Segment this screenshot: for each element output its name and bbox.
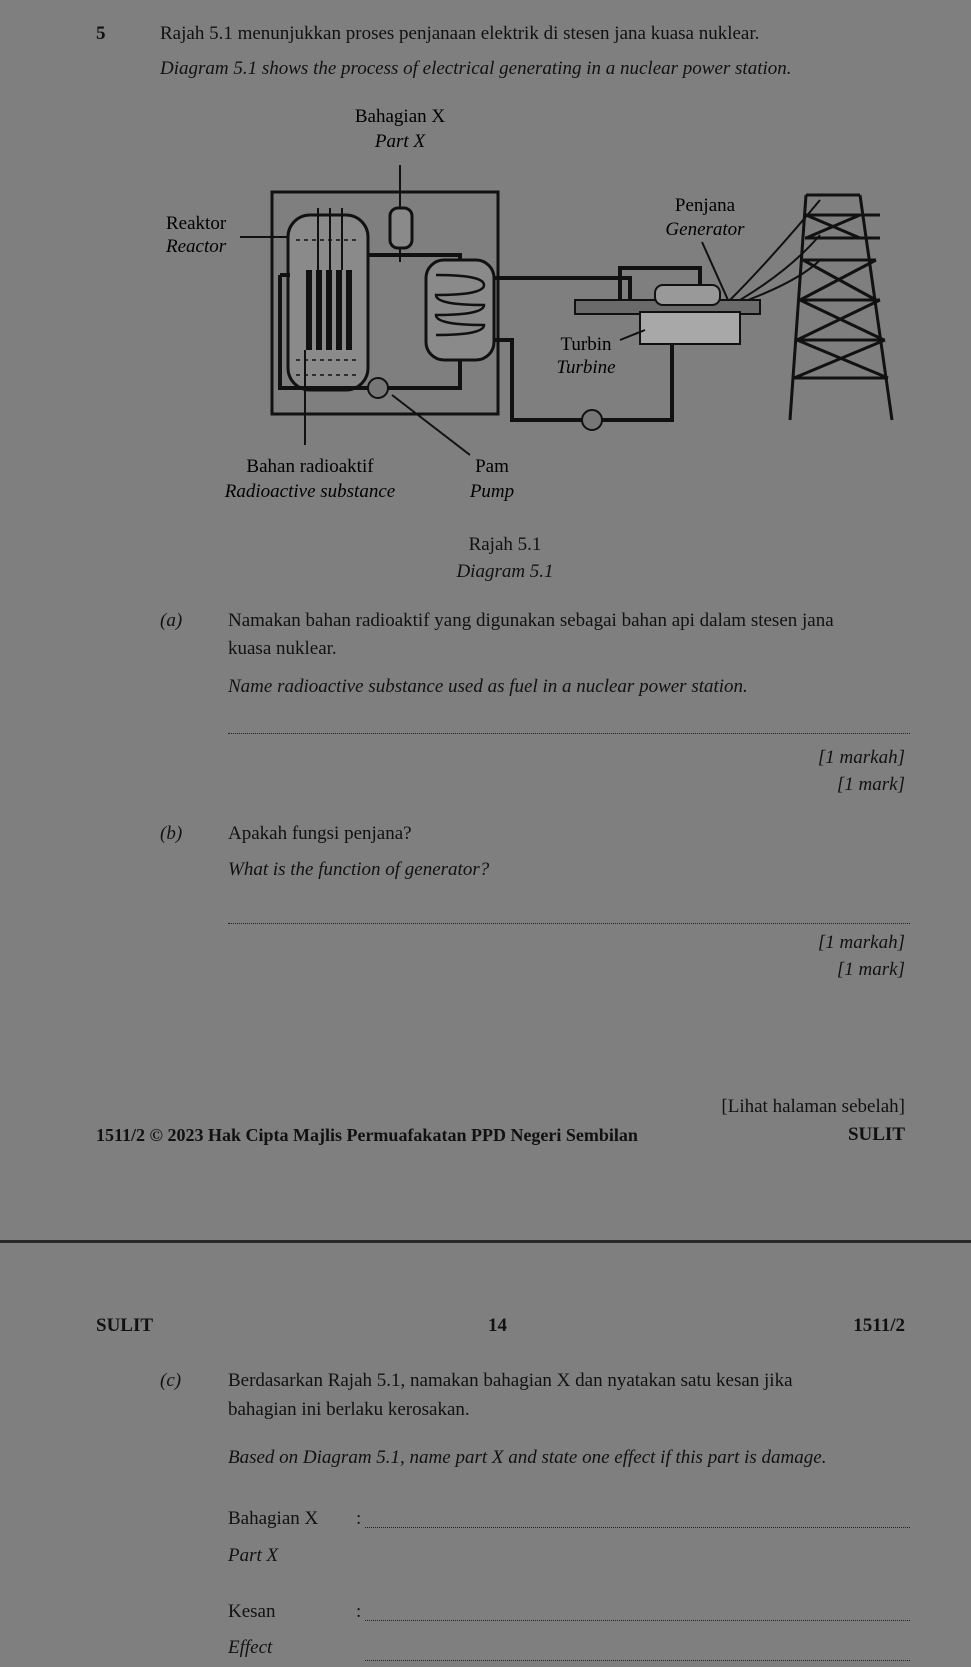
- reactor-label-en: Reactor: [166, 236, 227, 257]
- nuclear-plant-diagram: [150, 95, 910, 515]
- qb-mark-ms: [1 markah]: [817, 932, 905, 953]
- qa-label: (a): [160, 610, 183, 631]
- qc-effect-answer-line-2[interactable]: [365, 1660, 910, 1661]
- question-number: 5: [96, 23, 106, 44]
- sulit-footer: SULIT: [847, 1124, 905, 1145]
- qb-answer-line[interactable]: [228, 923, 910, 924]
- qb-malay: Apakah fungsi penjana?: [228, 823, 412, 844]
- diagram-caption-en: Diagram 5.1: [456, 561, 554, 582]
- qc-effect-label-en: Effect: [228, 1637, 273, 1658]
- paper-code: 1511/2: [853, 1315, 905, 1336]
- turbine-label-en: Turbine: [556, 357, 616, 378]
- transmission-pylon: [790, 195, 892, 420]
- intro-english: Diagram 5.1 shows the process of electrical generating in a nuclear power station.: [160, 58, 792, 79]
- qc-effect-colon: :: [356, 1601, 362, 1622]
- qc-part-label-en: Part X: [228, 1545, 279, 1566]
- copyright-footer: 1511/2 © 2023 Hak Cipta Majlis Permuafakatan PPD Negeri Sembilan: [96, 1125, 638, 1145]
- qc-part-answer-line[interactable]: [365, 1527, 910, 1528]
- radioactive-label-ms: Bahan radioaktif: [246, 456, 374, 477]
- inner-pump: [368, 378, 388, 398]
- page-number: 14: [488, 1315, 507, 1336]
- generator-label-en: Generator: [665, 219, 745, 240]
- radioactive-label-en: Radioactive substance: [224, 481, 396, 502]
- qa-answer-line[interactable]: [228, 733, 910, 734]
- qc-malay-line1: Berdasarkan Rajah 5.1, namakan bahagian X dan nyatakan satu kesan jika: [228, 1370, 793, 1391]
- next-page-note: [Lihat halaman sebelah]: [721, 1096, 905, 1117]
- qa-malay-line1: Namakan bahan radioaktif yang digunakan sebagai bahan api dalam stesen jana: [228, 610, 834, 631]
- part-x-label-en: Part X: [374, 131, 426, 152]
- qc-part-colon: :: [356, 1508, 362, 1529]
- qb-label: (b): [160, 823, 183, 844]
- pump-label-en: Pump: [469, 481, 515, 502]
- qb-english: What is the function of generator?: [228, 859, 490, 880]
- qc-malay-line2: bahagian ini berlaku kerosakan.: [228, 1399, 470, 1420]
- page-divider: [0, 1240, 971, 1243]
- generator-box: [655, 285, 720, 305]
- intro-malay: Rajah 5.1 menunjukkan proses penjanaan elektrik di stesen jana kuasa nuklear.: [160, 23, 760, 44]
- qc-english: Based on Diagram 5.1, name part X and state one effect if this part is damage.: [228, 1447, 827, 1468]
- turbine-box: [640, 312, 740, 344]
- part-x-label-ms: Bahagian X: [354, 106, 446, 127]
- generator-label-ms: Penjana: [674, 195, 736, 216]
- qb-mark-en: [1 mark]: [836, 959, 905, 980]
- qa-mark-ms: [1 markah]: [817, 747, 905, 768]
- qc-effect-answer-line[interactable]: [365, 1620, 910, 1621]
- pump-label-ms: Pam: [475, 456, 509, 477]
- outer-pump: [582, 410, 602, 430]
- qa-malay-line2: kuasa nuklear.: [228, 638, 337, 659]
- qc-label: (c): [160, 1370, 182, 1391]
- qa-mark-en: [1 mark]: [836, 774, 905, 795]
- qc-effect-label-ms: Kesan: [228, 1601, 276, 1622]
- sulit-header: SULIT: [96, 1315, 154, 1336]
- turbine-label-ms: Turbin: [560, 334, 612, 355]
- reactor-label-ms: Reaktor: [166, 213, 227, 234]
- diagram-caption-ms: Rajah 5.1: [468, 534, 542, 555]
- qa-english: Name radioactive substance used as fuel in a nuclear power station.: [228, 676, 748, 697]
- qc-part-label-ms: Bahagian X: [228, 1508, 319, 1529]
